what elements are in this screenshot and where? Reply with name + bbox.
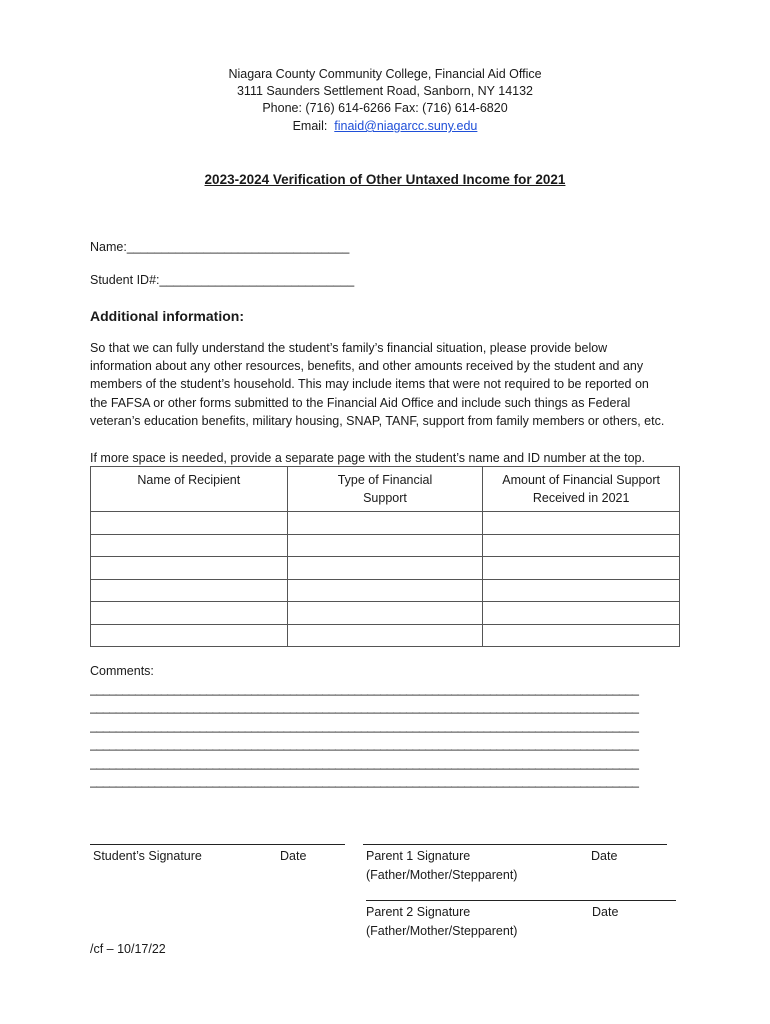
amount-cell[interactable]: [483, 557, 680, 580]
type-cell[interactable]: [287, 579, 483, 602]
parent2-relation-label: (Father/Mother/Stepparent): [366, 924, 518, 938]
type-cell[interactable]: [287, 602, 483, 625]
table-header-row: [91, 467, 680, 512]
name-field[interactable]: Name:________________________________: [90, 240, 350, 254]
header-email: [0, 118, 770, 135]
header-institution: Niagara County Community College, Financial Aid Office: [228, 67, 542, 81]
comments-label: Comments:: [90, 664, 154, 678]
space-note: If more space is needed, provide a separate page with the student’s name and ID number at the top.: [90, 451, 645, 465]
recipient-cell[interactable]: [91, 512, 288, 535]
recipient-cell[interactable]: [91, 624, 288, 647]
parent1-date-label: Date: [591, 849, 618, 863]
recipient-cell[interactable]: [91, 534, 288, 557]
table-row: [91, 624, 680, 647]
table-row: [91, 557, 680, 580]
additional-info-paragraph: [90, 339, 690, 430]
comment-line[interactable]: _____________________________________________________________________________________: [90, 756, 639, 770]
comment-line[interactable]: _____________________________________________________________________________________: [90, 719, 639, 733]
paragraph-line: So that we can fully understand the student’s family’s financial situation, please provide below: [90, 341, 608, 355]
parent1-signature-label: Parent 1 Signature: [366, 849, 471, 863]
table-row: [91, 579, 680, 602]
recipient-cell[interactable]: [91, 579, 288, 602]
paragraph-line: members of the student’s household. This may include items that were not required to be reported on: [90, 377, 649, 392]
revision-footer: /cf – 10/17/22: [90, 942, 166, 956]
amount-cell[interactable]: [483, 579, 680, 602]
student-signature-label: Student’s Signature: [93, 849, 202, 863]
type-cell[interactable]: [287, 512, 483, 535]
col-header-type: Type of Financial Support: [287, 467, 483, 512]
student-date-label: Date: [280, 849, 307, 863]
amount-cell[interactable]: [483, 602, 680, 625]
comment-line[interactable]: _____________________________________________________________________________________: [90, 774, 639, 788]
recipient-cell[interactable]: [91, 557, 288, 580]
col-header-amount: Amount of Financial Support Received in 2021: [483, 467, 680, 512]
table-row: [91, 602, 680, 625]
parent1-signature-line[interactable]: [363, 844, 667, 845]
email-link[interactable]: finaid@niagarcc.suny.edu: [334, 119, 478, 133]
header-phone-fax: Phone: (716) 614-6266 Fax: (716) 614-6820: [262, 101, 508, 115]
comment-line[interactable]: _____________________________________________________________________________________: [90, 700, 639, 714]
amount-cell[interactable]: [483, 512, 680, 535]
financial-support-table: [90, 466, 680, 647]
table-row: [91, 512, 680, 535]
additional-info-heading: Additional information:: [90, 308, 244, 324]
paragraph-line: information about any other resources, benefits, and other amounts received by the student and any: [90, 359, 644, 374]
parent1-relation-label: (Father/Mother/Stepparent): [366, 868, 518, 882]
email-label: Email:: [292, 119, 335, 133]
parent2-date-label: Date: [592, 905, 619, 919]
parent2-signature-label: Parent 2 Signature: [366, 905, 471, 919]
comment-line[interactable]: _____________________________________________________________________________________: [90, 682, 639, 696]
comment-line[interactable]: _____________________________________________________________________________________: [90, 737, 639, 751]
table-row: [91, 534, 680, 557]
type-cell[interactable]: [287, 557, 483, 580]
student-signature-line[interactable]: [90, 844, 345, 845]
header-address: 3111 Saunders Settlement Road, Sanborn, NY 14132: [236, 84, 534, 98]
amount-cell[interactable]: [483, 534, 680, 557]
paragraph-line: the FAFSA or other forms submitted to the Financial Aid Office and include such things as Federal: [90, 395, 631, 410]
student-id-field[interactable]: Student ID#:____________________________: [90, 273, 355, 287]
type-cell[interactable]: [287, 624, 483, 647]
paragraph-line: veteran’s education benefits, military housing, SNAP, TANF, support from family members or others, etc.: [90, 413, 665, 428]
amount-cell[interactable]: [483, 624, 680, 647]
type-cell[interactable]: [287, 534, 483, 557]
parent2-signature-line[interactable]: [366, 900, 676, 901]
recipient-cell[interactable]: [91, 602, 288, 625]
form-title: 2023-2024 Verification of Other Untaxed Income for 2021: [204, 172, 566, 187]
col-header-recipient: Name of Recipient: [91, 467, 288, 512]
